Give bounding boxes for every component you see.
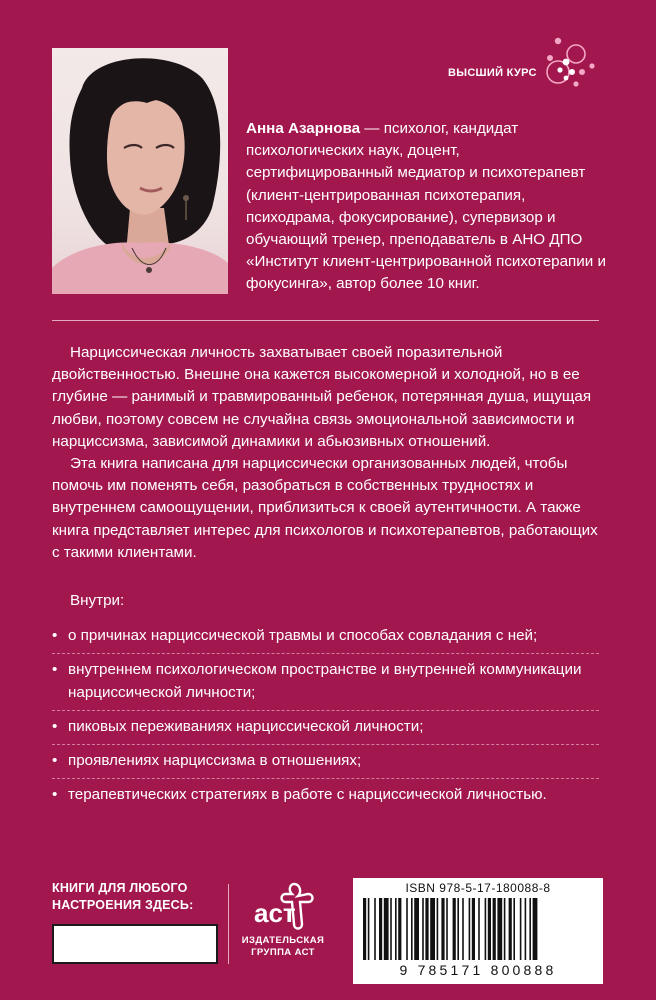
bullet-icon: • <box>52 661 58 679</box>
publisher-logo-text: аст <box>254 898 296 928</box>
promo-code-box <box>52 924 218 964</box>
inside-section <box>52 590 599 812</box>
barcode-bar <box>529 898 531 960</box>
promo-text <box>52 880 222 914</box>
barcode-bar <box>478 898 480 960</box>
barcode-bar <box>469 898 471 960</box>
barcode-bar <box>395 898 397 960</box>
barcode-bar <box>472 898 475 960</box>
publisher-logo-icon <box>248 880 318 932</box>
barcode <box>353 878 603 984</box>
inside-heading: Внутри: <box>70 592 125 609</box>
barcode-bar <box>437 898 439 960</box>
description-paragraph: Нарциссическая личность захватывает своей поразительной двойственностью. Внешне она кажется высокомерной и холодной, но в ее глубине — ранимый и травмированный ребенок, потерянная душа, ищущая любви, поэтому совсем не случайна связь эмоциональной зависимости и нарциссизма, зависимой динамики и абьюзивных отношений. <box>52 344 592 450</box>
publisher-name-line: ИЗДАТЕЛЬСКАЯ <box>241 935 325 946</box>
list-item <box>52 745 599 779</box>
barcode-bar <box>411 898 413 960</box>
list-item-text: проявлениях нарциссизма в отношениях; <box>68 752 362 770</box>
list-item-text: о причинах нарциссической травмы и способах совладания с ней; <box>68 627 538 645</box>
author-bio-text: — психолог, кандидат психологических наук, доцент, сертифицированный медиатор и психотерапевт (клиент-центрированная психотерапия, психодрама, фокусирование), супервизор и обучающий тренер, преподаватель в АНО ДПО «Институт клиент-центрированной психотерапии и фокусинга», автор более 10 книг. <box>246 120 606 293</box>
description-paragraph: Эта книга написана для нарциссически организованных людей, чтобы помочь им поменять себя, разобраться в собственных трудностях и внутреннем самоощущении, приблизиться к своей аутентичности. А также книга представляет интерес для психологов и психотерапевтов, работающих с такими клиентами. <box>52 455 598 561</box>
barcode-bar <box>520 898 522 960</box>
bullet-icon: • <box>52 717 58 735</box>
section-divider <box>52 320 599 321</box>
author-name: Анна Азарнова <box>246 120 361 137</box>
vertical-divider <box>228 884 229 964</box>
barcode-bar <box>525 898 527 960</box>
barcode-bar <box>488 898 491 960</box>
barcode-bar <box>453 898 456 960</box>
author-portrait-illustration <box>52 48 228 294</box>
barcode-bar <box>414 898 419 960</box>
barcode-bar <box>513 898 515 960</box>
publisher-name <box>238 935 328 959</box>
book-description <box>52 342 599 564</box>
bullet-icon: • <box>52 627 58 645</box>
publisher-block <box>238 880 328 959</box>
series-label: ВЫСШИЙ КУРС <box>448 67 537 79</box>
bullet-icon: • <box>52 752 58 770</box>
publisher-name-line: ГРУППА АСТ <box>251 947 315 958</box>
barcode-bar <box>363 898 366 960</box>
list-item-text: терапевтических стратегиях в работе с нарциссической личностью. <box>68 786 547 804</box>
barcode-bar <box>462 898 464 960</box>
author-bio <box>246 118 606 296</box>
barcode-bar <box>406 898 408 960</box>
barcode-bar <box>379 898 382 960</box>
barcode-bars <box>359 898 597 960</box>
barcode-digits: 9 785171 800888 <box>399 962 557 978</box>
barcode-bar <box>368 898 370 960</box>
barcode-bar <box>504 898 506 960</box>
list-item <box>52 779 599 812</box>
series-badge <box>448 32 608 92</box>
barcode-bar <box>390 898 392 960</box>
list-item <box>52 654 599 710</box>
inside-list <box>52 620 599 812</box>
barcode-bar <box>533 898 538 960</box>
promo-line: НАСТРОЕНИЯ ЗДЕСЬ: <box>52 898 194 912</box>
barcode-bar <box>441 898 444 960</box>
bullet-icon: • <box>52 786 58 804</box>
author-photo <box>52 48 228 294</box>
molecule-dots-icon <box>536 32 600 92</box>
list-item <box>52 711 599 745</box>
barcode-bar <box>457 898 459 960</box>
barcode-bar <box>509 898 512 960</box>
barcode-bar <box>398 898 401 960</box>
list-item-text: внутреннем психологическом пространстве и внутренней коммуникации нарциссической личности; <box>68 661 582 701</box>
barcode-bar <box>430 898 435 960</box>
isbn-text: ISBN 978-5-17-180088-8 <box>405 881 551 895</box>
barcode-bar <box>485 898 487 960</box>
barcode-bar <box>493 898 496 960</box>
list-item-text: пиковых переживаниях нарциссической личности; <box>68 717 424 735</box>
list-item <box>52 620 599 654</box>
promo-line: КНИГИ ДЛЯ ЛЮБОГО <box>52 881 188 895</box>
barcode-bar <box>446 898 448 960</box>
barcode-bar <box>422 898 424 960</box>
barcode-bar <box>384 898 389 960</box>
barcode-bar <box>374 898 376 960</box>
barcode-bar <box>425 898 428 960</box>
barcode-bar <box>497 898 502 960</box>
